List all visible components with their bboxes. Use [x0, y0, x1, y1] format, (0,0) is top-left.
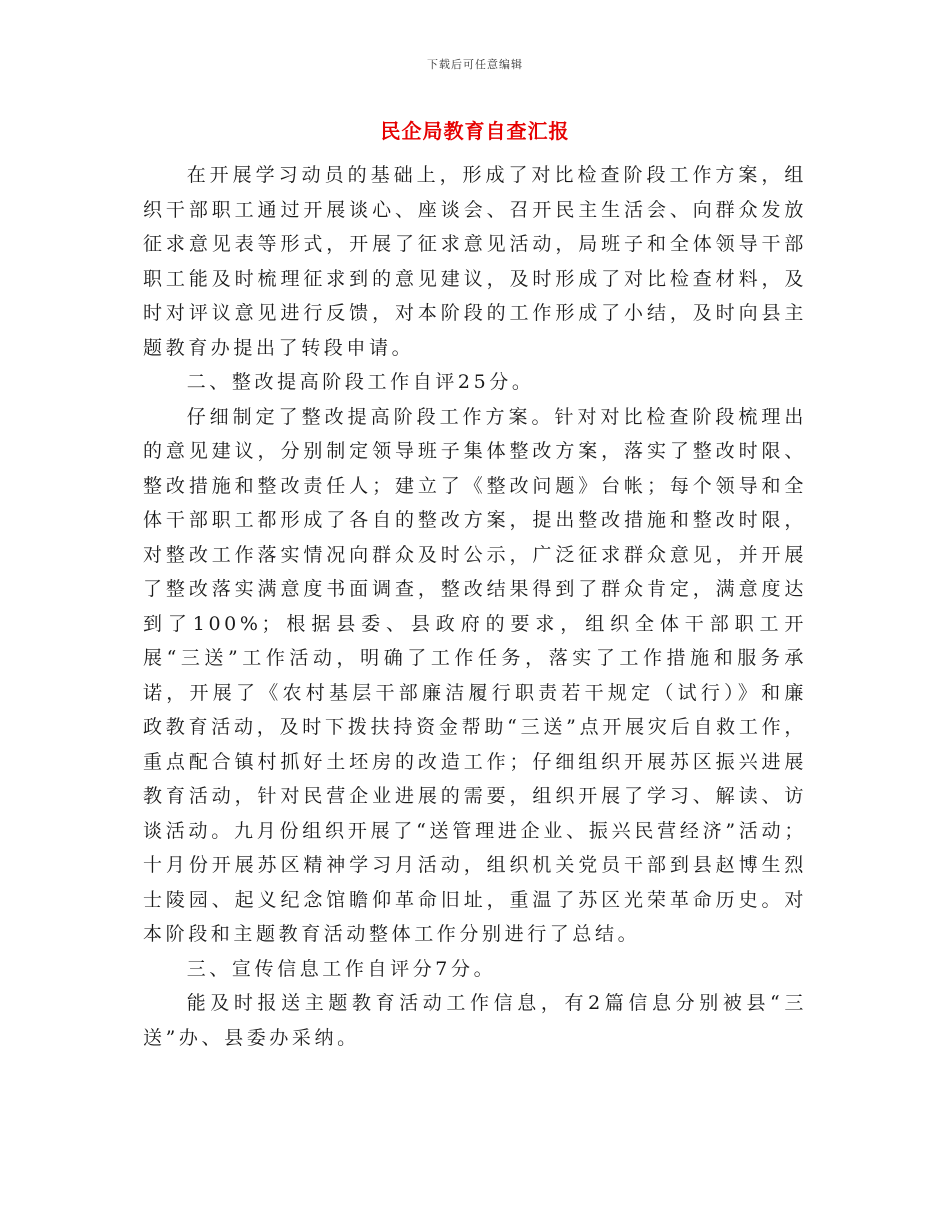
paragraph-intro: 在开展学习动员的基础上，形成了对比检查阶段工作方案，组织干部职工通过开展谈心、座谈会、召开民主生活会、向群众发放征求意见表等形式，开展了征求意见活动，局班子和全体领导干部职工能及时梳理征求到的意见建议，及时形成了对比检查材料，及时对评议意见进行反馈，对本阶段的工作形成了小结，及时向县主题教育办提出了转段申请。	[143, 164, 807, 359]
section-heading-publicity: 三、宣传信息工作自评分7分。	[186, 957, 497, 980]
header-note: 下载后可任意编辑	[427, 58, 523, 71]
section-heading-rectification: 二、整改提高阶段工作自评25分。	[186, 371, 535, 393]
document-body	[143, 158, 807, 1055]
document-title: 民企局教育自查汇报	[380, 119, 570, 143]
paragraph-publicity: 能及时报送主题教育活动工作信息，有2篇信息分别被县“三送”办、县委办采纳。	[143, 992, 807, 1049]
paragraph-rectification: 仔细制定了整改提高阶段工作方案。针对对比检查阶段梳理出的意见建议，分别制定领导班子集体整改方案，落实了整改时限、整改措施和整改责任人；建立了《整改问题》台帐；每个领导和全体干部职工都形成了各自的整改方案，提出整改措施和整改时限，对整改工作落实情况向群众及时公示，广泛征求群众意见，并开展了整改落实满意度书面调查，整改结果得到了群众肯定，满意度达到了100%；根据县委、县政府的要求，组织全体干部职工开展“三送”工作活动，明确了工作任务，落实了工作措施和服务承诺，开展了《农村基层干部廉洁履行职责若干规定（试行）》和廉政教育活动，及时下拨扶持资金帮助“三送”点开展灾后自救工作，重点配合镇村抓好土坯房的改造工作；仔细组织开展苏区振兴进展教育活动，针对民营企业进展的需要，组织开展了学习、解读、访谈活动。九月份组织开展了“送管理进企业、振兴民营经济”活动；十月份开展苏区精神学习月活动，组织机关党员干部到县赵博生烈士陵园、起义纪念馆瞻仰革命旧址，重温了苏区光荣革命历史。对本阶段和主题教育活动整体工作分别进行了总结。	[143, 405, 807, 945]
